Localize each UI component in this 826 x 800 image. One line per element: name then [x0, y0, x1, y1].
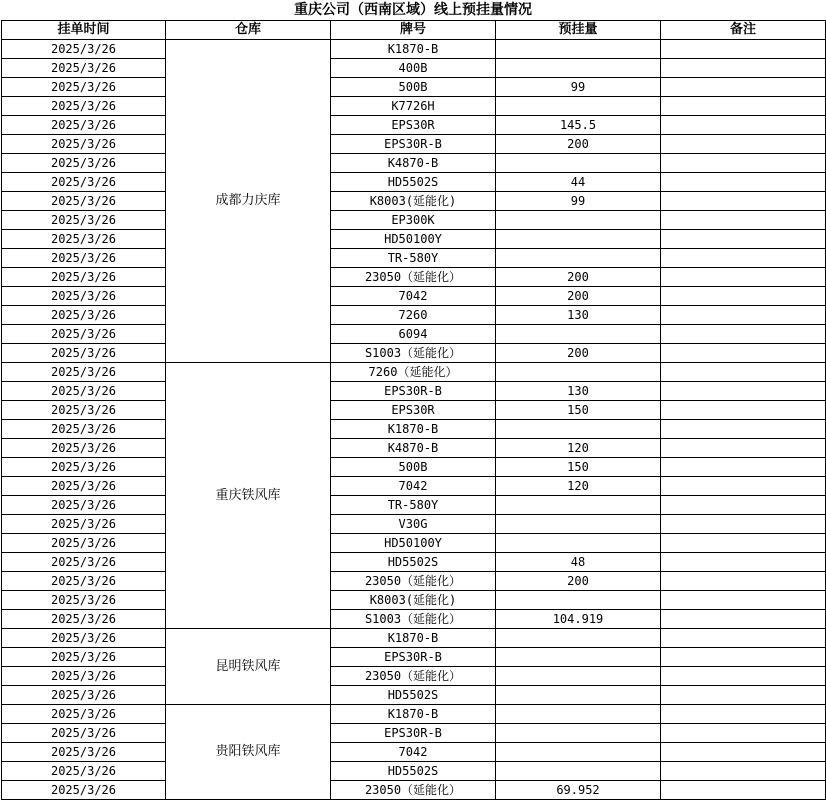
cell-note[interactable] — [661, 211, 826, 230]
cell-note[interactable] — [661, 724, 826, 743]
cell-date[interactable]: 2025/3/26 — [2, 762, 166, 781]
cell-date[interactable]: 2025/3/26 — [2, 363, 166, 382]
cell-note[interactable] — [661, 173, 826, 192]
cell-grade[interactable]: TR-580Y — [331, 496, 496, 515]
table-row — [2, 591, 826, 610]
header-grade[interactable]: 牌号 — [331, 21, 496, 40]
cell-grade[interactable]: EPS30R — [331, 401, 496, 420]
header-date[interactable]: 挂单时间 — [2, 21, 166, 40]
cell-note[interactable] — [661, 629, 826, 648]
cell-qty[interactable] — [496, 534, 661, 553]
cell-grade[interactable]: EPS30R — [331, 116, 496, 135]
cell-note[interactable] — [661, 553, 826, 572]
cell-note[interactable] — [661, 325, 826, 344]
table-row — [2, 705, 826, 724]
cell-note[interactable] — [661, 230, 826, 249]
table-row — [2, 496, 826, 515]
table-row — [2, 781, 826, 800]
table-row — [2, 287, 826, 306]
cell-qty[interactable] — [496, 762, 661, 781]
cell-qty[interactable]: 200 — [496, 572, 661, 591]
cell-grade[interactable]: K1870-B — [331, 705, 496, 724]
table-row — [2, 667, 826, 686]
cell-grade[interactable]: EP300K — [331, 211, 496, 230]
cell-qty[interactable] — [496, 591, 661, 610]
cell-date[interactable]: 2025/3/26 — [2, 135, 166, 154]
cell-warehouse[interactable]: 贵阳铁风库 — [166, 705, 331, 800]
cell-date[interactable]: 2025/3/26 — [2, 97, 166, 116]
cell-grade[interactable]: 7260（延能化） — [331, 363, 496, 382]
table-row — [2, 515, 826, 534]
table-row — [2, 268, 826, 287]
cell-date[interactable]: 2025/3/26 — [2, 553, 166, 572]
cell-note[interactable] — [661, 268, 826, 287]
cell-qty[interactable] — [496, 40, 661, 59]
cell-qty[interactable]: 130 — [496, 382, 661, 401]
cell-grade[interactable]: K4870-B — [331, 439, 496, 458]
cell-grade[interactable]: V30G — [331, 515, 496, 534]
cell-date[interactable]: 2025/3/26 — [2, 458, 166, 477]
cell-grade[interactable]: 23050（延能化） — [331, 781, 496, 800]
cell-note[interactable] — [661, 496, 826, 515]
cell-note[interactable] — [661, 116, 826, 135]
cell-qty[interactable]: 200 — [496, 268, 661, 287]
cell-date[interactable]: 2025/3/26 — [2, 496, 166, 515]
cell-qty[interactable] — [496, 724, 661, 743]
cell-note[interactable] — [661, 249, 826, 268]
cell-date[interactable]: 2025/3/26 — [2, 382, 166, 401]
cell-note[interactable] — [661, 515, 826, 534]
cell-date[interactable]: 2025/3/26 — [2, 344, 166, 363]
cell-qty[interactable]: 200 — [496, 344, 661, 363]
cell-note[interactable] — [661, 78, 826, 97]
cell-date[interactable]: 2025/3/26 — [2, 401, 166, 420]
cell-note[interactable] — [661, 401, 826, 420]
table-row — [2, 363, 826, 382]
cell-qty[interactable] — [496, 629, 661, 648]
cell-qty[interactable]: 69.952 — [496, 781, 661, 800]
cell-grade[interactable]: HD5502S — [331, 553, 496, 572]
cell-date[interactable]: 2025/3/26 — [2, 743, 166, 762]
cell-qty[interactable] — [496, 705, 661, 724]
cell-qty[interactable]: 120 — [496, 477, 661, 496]
cell-note[interactable] — [661, 705, 826, 724]
cell-qty[interactable]: 150 — [496, 401, 661, 420]
table-row — [2, 401, 826, 420]
cell-grade[interactable]: K7726H — [331, 97, 496, 116]
cell-note[interactable] — [661, 781, 826, 800]
cell-qty[interactable] — [496, 420, 661, 439]
table-row — [2, 116, 826, 135]
cell-grade[interactable]: K1870-B — [331, 40, 496, 59]
cell-note[interactable] — [661, 382, 826, 401]
table-row — [2, 325, 826, 344]
header-warehouse[interactable]: 仓库 — [166, 21, 331, 40]
cell-date[interactable]: 2025/3/26 — [2, 534, 166, 553]
table-row — [2, 724, 826, 743]
cell-note[interactable] — [661, 534, 826, 553]
table-row — [2, 78, 826, 97]
cell-note[interactable] — [661, 40, 826, 59]
table-row — [2, 344, 826, 363]
table-row — [2, 173, 826, 192]
cell-note[interactable] — [661, 420, 826, 439]
cell-qty[interactable] — [496, 515, 661, 534]
table-row — [2, 230, 826, 249]
cell-grade[interactable]: 500B — [331, 78, 496, 97]
cell-qty[interactable] — [496, 211, 661, 230]
cell-grade[interactable]: 23050（延能化） — [331, 268, 496, 287]
cell-grade[interactable]: EPS30R-B — [331, 648, 496, 667]
cell-qty[interactable] — [496, 686, 661, 705]
table-row — [2, 439, 826, 458]
cell-note[interactable] — [661, 344, 826, 363]
cell-qty[interactable]: 120 — [496, 439, 661, 458]
cell-note[interactable] — [661, 572, 826, 591]
cell-date[interactable]: 2025/3/26 — [2, 173, 166, 192]
cell-grade[interactable]: 400B — [331, 59, 496, 78]
table-row — [2, 211, 826, 230]
cell-date[interactable]: 2025/3/26 — [2, 667, 166, 686]
table-row — [2, 306, 826, 325]
table-row — [2, 572, 826, 591]
cell-date[interactable]: 2025/3/26 — [2, 705, 166, 724]
cell-grade[interactable]: HD50100Y — [331, 230, 496, 249]
table-body — [2, 40, 826, 800]
cell-note[interactable] — [661, 154, 826, 173]
table-row — [2, 743, 826, 762]
cell-qty[interactable]: 99 — [496, 78, 661, 97]
table-row — [2, 534, 826, 553]
cell-date[interactable]: 2025/3/26 — [2, 477, 166, 496]
cell-qty[interactable]: 99 — [496, 192, 661, 211]
cell-grade[interactable]: K4870-B — [331, 154, 496, 173]
table-row — [2, 458, 826, 477]
table-row — [2, 610, 826, 629]
cell-date[interactable]: 2025/3/26 — [2, 629, 166, 648]
cell-grade[interactable]: HD5502S — [331, 686, 496, 705]
cell-grade[interactable]: 7042 — [331, 287, 496, 306]
table-row — [2, 686, 826, 705]
table-row — [2, 59, 826, 78]
cell-date[interactable]: 2025/3/26 — [2, 781, 166, 800]
table-row — [2, 97, 826, 116]
header-row — [2, 21, 826, 40]
header-qty[interactable]: 预挂量 — [496, 21, 661, 40]
cell-note[interactable] — [661, 591, 826, 610]
cell-qty[interactable]: 104.919 — [496, 610, 661, 629]
cell-qty[interactable] — [496, 97, 661, 116]
cell-grade[interactable]: EPS30R-B — [331, 382, 496, 401]
cell-date[interactable]: 2025/3/26 — [2, 572, 166, 591]
cell-note[interactable] — [661, 458, 826, 477]
cell-date[interactable]: 2025/3/26 — [2, 59, 166, 78]
cell-date[interactable]: 2025/3/26 — [2, 306, 166, 325]
cell-note[interactable] — [661, 306, 826, 325]
cell-note[interactable] — [661, 762, 826, 781]
cell-note[interactable] — [661, 363, 826, 382]
cell-grade[interactable]: S1003（延能化） — [331, 344, 496, 363]
cell-qty[interactable] — [496, 363, 661, 382]
cell-grade[interactable]: HD5502S — [331, 762, 496, 781]
cell-date[interactable]: 2025/3/26 — [2, 192, 166, 211]
cell-warehouse[interactable]: 成都力庆库 — [166, 40, 331, 363]
cell-grade[interactable]: EPS30R-B — [331, 724, 496, 743]
table-row — [2, 648, 826, 667]
table-row — [2, 154, 826, 173]
cell-note[interactable] — [661, 743, 826, 762]
cell-qty[interactable] — [496, 249, 661, 268]
cell-grade[interactable]: K1870-B — [331, 629, 496, 648]
sheet-title: 重庆公司（西南区域）线上预挂量情况 — [294, 2, 532, 18]
table-row — [2, 40, 826, 59]
cell-date[interactable]: 2025/3/26 — [2, 230, 166, 249]
cell-note[interactable] — [661, 439, 826, 458]
cell-grade[interactable]: 6094 — [331, 325, 496, 344]
cell-date[interactable]: 2025/3/26 — [2, 116, 166, 135]
cell-qty[interactable] — [496, 743, 661, 762]
cell-date[interactable]: 2025/3/26 — [2, 325, 166, 344]
cell-grade[interactable]: HD5502S — [331, 173, 496, 192]
cell-grade[interactable]: 7042 — [331, 477, 496, 496]
cell-note[interactable] — [661, 135, 826, 154]
cell-qty[interactable]: 200 — [496, 135, 661, 154]
cell-note[interactable] — [661, 59, 826, 78]
cell-qty[interactable] — [496, 59, 661, 78]
cell-note[interactable] — [661, 477, 826, 496]
cell-qty[interactable]: 150 — [496, 458, 661, 477]
cell-qty[interactable]: 48 — [496, 553, 661, 572]
table-row — [2, 553, 826, 572]
cell-qty[interactable]: 44 — [496, 173, 661, 192]
cell-qty[interactable] — [496, 648, 661, 667]
cell-qty[interactable]: 130 — [496, 306, 661, 325]
cell-grade[interactable]: 23050（延能化） — [331, 572, 496, 591]
cell-note[interactable] — [661, 610, 826, 629]
cell-warehouse[interactable]: 重庆铁风库 — [166, 363, 331, 629]
cell-grade[interactable]: K8003(延能化) — [331, 192, 496, 211]
cell-date[interactable]: 2025/3/26 — [2, 591, 166, 610]
cell-grade[interactable]: K1870-B — [331, 420, 496, 439]
cell-date[interactable]: 2025/3/26 — [2, 686, 166, 705]
table-row — [2, 135, 826, 154]
cell-date[interactable]: 2025/3/26 — [2, 648, 166, 667]
cell-note[interactable] — [661, 97, 826, 116]
cell-date[interactable]: 2025/3/26 — [2, 610, 166, 629]
header-note[interactable]: 备注 — [661, 21, 826, 40]
cell-date[interactable]: 2025/3/26 — [2, 439, 166, 458]
table-row — [2, 420, 826, 439]
cell-grade[interactable]: 7260 — [331, 306, 496, 325]
pre-listing-table — [1, 20, 826, 800]
table-row — [2, 629, 826, 648]
cell-grade[interactable]: 7042 — [331, 743, 496, 762]
cell-date[interactable]: 2025/3/26 — [2, 515, 166, 534]
cell-qty[interactable]: 200 — [496, 287, 661, 306]
table-row — [2, 382, 826, 401]
table-row — [2, 249, 826, 268]
cell-date[interactable]: 2025/3/26 — [2, 287, 166, 306]
cell-note[interactable] — [661, 287, 826, 306]
cell-grade[interactable]: HD50100Y — [331, 534, 496, 553]
table-row — [2, 192, 826, 211]
cell-grade[interactable]: EPS30R-B — [331, 135, 496, 154]
cell-date[interactable]: 2025/3/26 — [2, 724, 166, 743]
cell-note[interactable] — [661, 667, 826, 686]
cell-note[interactable] — [661, 192, 826, 211]
cell-date[interactable]: 2025/3/26 — [2, 420, 166, 439]
cell-date[interactable]: 2025/3/26 — [2, 154, 166, 173]
cell-qty[interactable] — [496, 496, 661, 515]
cell-date[interactable]: 2025/3/26 — [2, 211, 166, 230]
cell-qty[interactable] — [496, 325, 661, 344]
cell-note[interactable] — [661, 648, 826, 667]
cell-grade[interactable]: 23050（延能化） — [331, 667, 496, 686]
cell-grade[interactable]: TR-580Y — [331, 249, 496, 268]
cell-grade[interactable]: S1003（延能化） — [331, 610, 496, 629]
cell-grade[interactable]: K8003(延能化) — [331, 591, 496, 610]
cell-grade[interactable]: 500B — [331, 458, 496, 477]
cell-qty[interactable]: 145.5 — [496, 116, 661, 135]
cell-qty[interactable] — [496, 667, 661, 686]
cell-date[interactable]: 2025/3/26 — [2, 249, 166, 268]
cell-qty[interactable] — [496, 154, 661, 173]
cell-date[interactable]: 2025/3/26 — [2, 268, 166, 287]
cell-date[interactable]: 2025/3/26 — [2, 78, 166, 97]
cell-warehouse[interactable]: 昆明铁风库 — [166, 629, 331, 705]
cell-qty[interactable] — [496, 230, 661, 249]
cell-date[interactable]: 2025/3/26 — [2, 40, 166, 59]
table-row — [2, 762, 826, 781]
table-row — [2, 477, 826, 496]
cell-note[interactable] — [661, 686, 826, 705]
